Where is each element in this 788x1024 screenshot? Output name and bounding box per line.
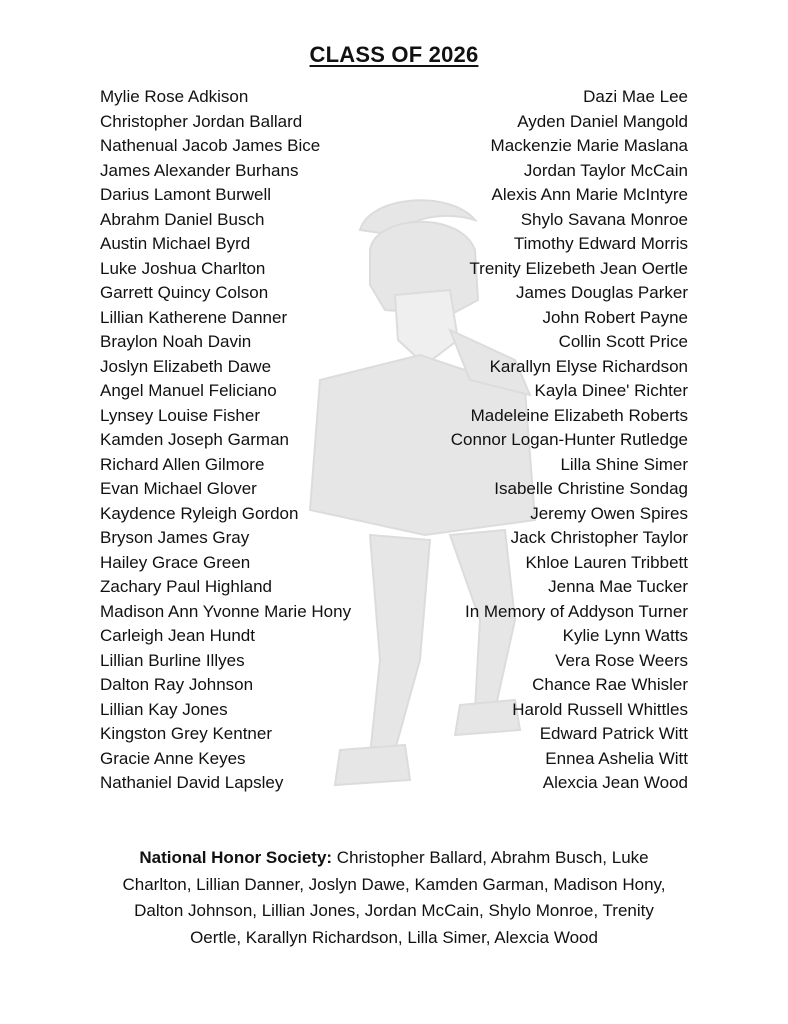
student-name: Khloe Lauren Tribbett (525, 552, 688, 572)
nhs-label: National Honor Society: (139, 848, 333, 867)
student-name: Kingston Grey Kentner (100, 724, 272, 743)
student-name: Connor Logan-Hunter Rutledge (450, 430, 688, 449)
student-name: Luke Joshua Charlton (100, 258, 266, 278)
student-name: Alexis Ann Marie McIntyre (491, 185, 688, 204)
student-name: Hailey Grace Green (100, 552, 251, 572)
student-name: Mackenzie Marie Maslana (490, 136, 688, 155)
student-name: Dazi Mae Lee (583, 87, 688, 106)
student-name: Madeleine Elizabeth Roberts (470, 405, 688, 425)
student-name: Kayla Dinee' Richter (534, 381, 688, 400)
student-name: James Douglas Parker (516, 283, 688, 302)
student-name: Harold Russell Whittles (512, 699, 688, 719)
student-name: Darius Lamont Burwell (100, 185, 272, 204)
student-name: Abrahm Daniel Busch (100, 209, 265, 229)
student-name: Ennea Ashelia Witt (545, 748, 688, 768)
student-name: Carleigh Jean Hundt (100, 626, 255, 645)
student-name: Richard Allen Gilmore (100, 454, 265, 474)
student-name: James Alexander Burhans (100, 160, 299, 180)
student-name: Alexcia Jean Wood (542, 773, 688, 792)
student-name: Collin Scott Price (558, 332, 688, 351)
student-name: Kaydence Ryleigh Gordon (100, 503, 299, 523)
student-name: Dalton Ray Johnson (100, 675, 254, 694)
roster-right-column (451, 85, 688, 796)
national-honor-society-section (110, 845, 678, 951)
page-title: CLASS OF 2026 (309, 42, 479, 67)
student-name: Isabelle Christine Sondag (494, 479, 688, 498)
student-name: Garrett Quincy Colson (100, 283, 269, 302)
student-name: John Robert Payne (542, 307, 688, 327)
student-name: Nathenual Jacob James Bice (100, 136, 321, 155)
student-name: In Memory of Addyson Turner (465, 601, 688, 621)
student-name: Vera Rose Weers (555, 650, 688, 670)
student-name: Lilla Shine Simer (560, 454, 688, 474)
student-name: Kylie Lynn Watts (562, 626, 688, 645)
student-name: Chance Rae Whisler (532, 675, 688, 694)
student-name: Shylo Savana Monroe (520, 209, 688, 229)
student-name: Nathaniel David Lapsley (100, 773, 284, 792)
student-name: Timothy Edward Morris (513, 234, 688, 253)
student-name: Braylon Noah Davin (100, 332, 252, 351)
class-roster (100, 85, 688, 796)
student-name: Jordan Taylor McCain (523, 160, 688, 180)
student-name: Christopher Jordan Ballard (100, 111, 303, 131)
student-name: Bryson James Gray (100, 528, 250, 547)
student-name: Jenna Mae Tucker (548, 577, 688, 596)
student-name: Lillian Kay Jones (100, 699, 228, 719)
student-name: Evan Michael Glover (100, 479, 257, 498)
nhs-members: Christopher Ballard, Abrahm Busch, Luke Charlton, Lillian Danner, Joslyn Dawe, Kamden Garman, Madison Hony, Dalton Johnson, Lillian Jones, Jordan McCain, Shylo Monroe, Trenity Oertle, Karallyn Richardson, Lilla Simer, Alexcia Wood (122, 848, 666, 947)
student-name: Kamden Joseph Garman (100, 430, 289, 449)
student-name: Joslyn Elizabeth Dawe (100, 356, 272, 376)
student-name: Madison Ann Yvonne Marie Hony (100, 601, 352, 621)
student-name: Ayden Daniel Mangold (517, 111, 688, 131)
student-name: Angel Manuel Feliciano (100, 381, 277, 400)
student-name: Jack Christopher Taylor (510, 528, 688, 547)
student-name: Austin Michael Byrd (100, 234, 251, 253)
student-name: Mylie Rose Adkison (100, 87, 249, 106)
student-name: Edward Patrick Witt (539, 724, 688, 743)
roster-left-column (100, 85, 351, 796)
student-name: Lynsey Louise Fisher (100, 405, 261, 425)
student-name: Lillian Burline Illyes (100, 650, 245, 670)
student-name: Lillian Katherene Danner (100, 307, 288, 327)
student-name: Zachary Paul Highland (100, 577, 272, 596)
student-name: Jeremy Owen Spires (530, 503, 688, 523)
student-name: Gracie Anne Keyes (100, 748, 246, 768)
student-name: Trenity Elizebeth Jean Oertle (469, 258, 688, 278)
student-name: Karallyn Elyse Richardson (489, 356, 688, 376)
